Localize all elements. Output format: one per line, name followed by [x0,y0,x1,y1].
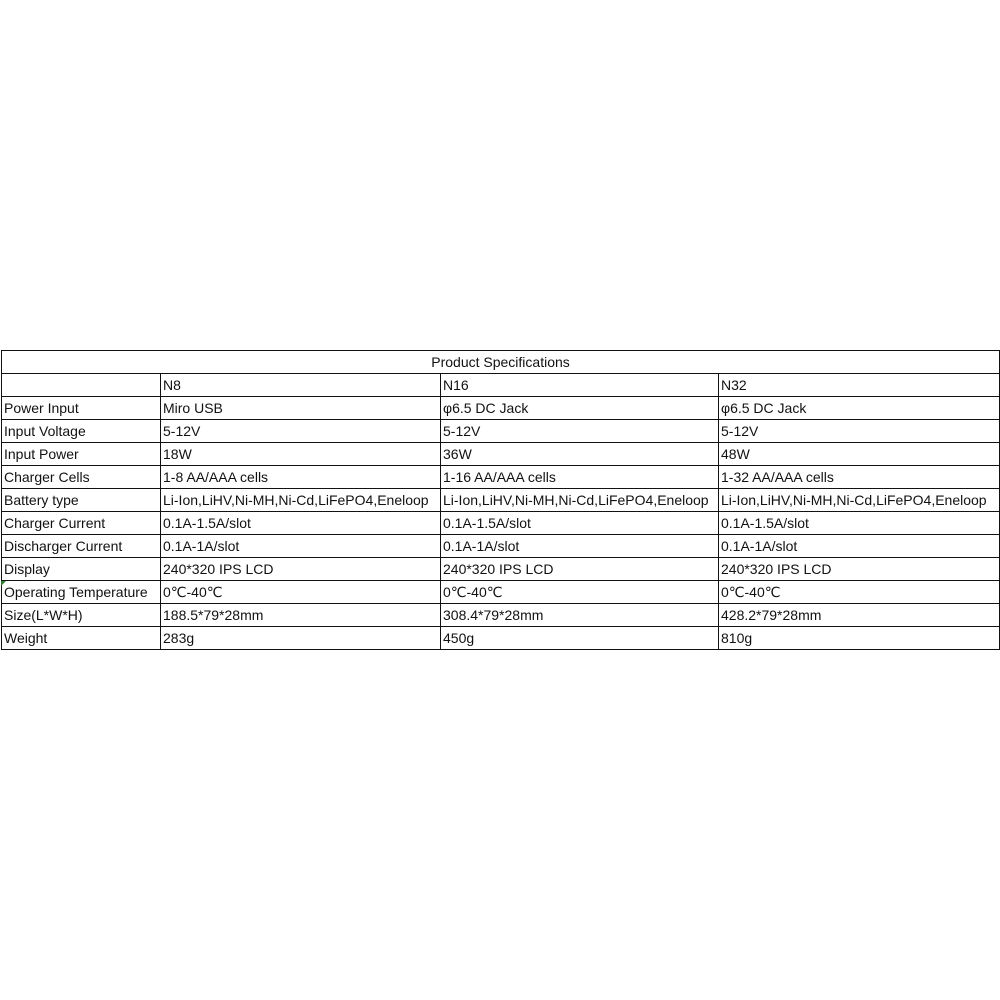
table-row [2,489,1000,512]
table-row [2,581,1000,604]
cell-n16: Li-Ion,LiHV,Ni-MH,Ni-Cd,LiFePO4,Eneloop [441,489,719,512]
cell-n32: 428.2*79*28mm [719,604,1000,627]
header-cell-spec [2,374,161,397]
cell-n8: 240*320 IPS LCD [161,558,441,581]
table-row [2,627,1000,650]
row-label: Weight [2,627,161,650]
header-row [2,374,1000,397]
row-label: Size(L*W*H) [2,604,161,627]
title-row [2,351,1000,374]
table-row [2,466,1000,489]
header-cell-n16: N16 [441,374,719,397]
header-cell-n8: N8 [161,374,441,397]
cell-n16: 450g [441,627,719,650]
cell-n8: 18W [161,443,441,466]
table-row [2,604,1000,627]
cell-n32: 1-32 AA/AAA cells [719,466,1000,489]
cell-n16: 36W [441,443,719,466]
row-label: Charger Current [2,512,161,535]
cell-n16: 308.4*79*28mm [441,604,719,627]
cell-n32: 0℃-40℃ [719,581,1000,604]
cell-n32: 0.1A-1.5A/slot [719,512,1000,535]
cell-n16: 0℃-40℃ [441,581,719,604]
table-row [2,558,1000,581]
row-label: Operating Temperature [2,581,161,604]
cell-n8: Miro USB [161,397,441,420]
cell-n32: Li-Ion,LiHV,Ni-MH,Ni-Cd,LiFePO4,Eneloop [719,489,1000,512]
cell-n16: 240*320 IPS LCD [441,558,719,581]
table-row [2,512,1000,535]
table-row [2,443,1000,466]
cell-n32: φ6.5 DC Jack [719,397,1000,420]
product-specifications-table [1,350,1000,650]
cell-n16: 5-12V [441,420,719,443]
row-label: Input Voltage [2,420,161,443]
cell-n16: 0.1A-1A/slot [441,535,719,558]
cell-comment-marker [1,581,6,586]
cell-n32: 240*320 IPS LCD [719,558,1000,581]
cell-n8: 0.1A-1.5A/slot [161,512,441,535]
row-label: Power Input [2,397,161,420]
row-label: Discharger Current [2,535,161,558]
cell-n8: 188.5*79*28mm [161,604,441,627]
row-label: Charger Cells [2,466,161,489]
cell-n16: 0.1A-1.5A/slot [441,512,719,535]
cell-n16: φ6.5 DC Jack [441,397,719,420]
cell-n32: 48W [719,443,1000,466]
cell-n8: 0℃-40℃ [161,581,441,604]
cell-n16: 1-16 AA/AAA cells [441,466,719,489]
table-row [2,420,1000,443]
cell-n8: 1-8 AA/AAA cells [161,466,441,489]
cell-n8: Li-Ion,LiHV,Ni-MH,Ni-Cd,LiFePO4,Eneloop [161,489,441,512]
cell-n32: 5-12V [719,420,1000,443]
cell-n32: 810g [719,627,1000,650]
cell-n8: 0.1A-1A/slot [161,535,441,558]
cell-n8: 283g [161,627,441,650]
row-label: Input Power [2,443,161,466]
row-label: Display [2,558,161,581]
row-label: Battery type [2,489,161,512]
table-row [2,397,1000,420]
cell-n32: 0.1A-1A/slot [719,535,1000,558]
header-cell-n32: N32 [719,374,1000,397]
cell-n8: 5-12V [161,420,441,443]
table-title: Product Specifications [2,351,1000,374]
table-row [2,535,1000,558]
